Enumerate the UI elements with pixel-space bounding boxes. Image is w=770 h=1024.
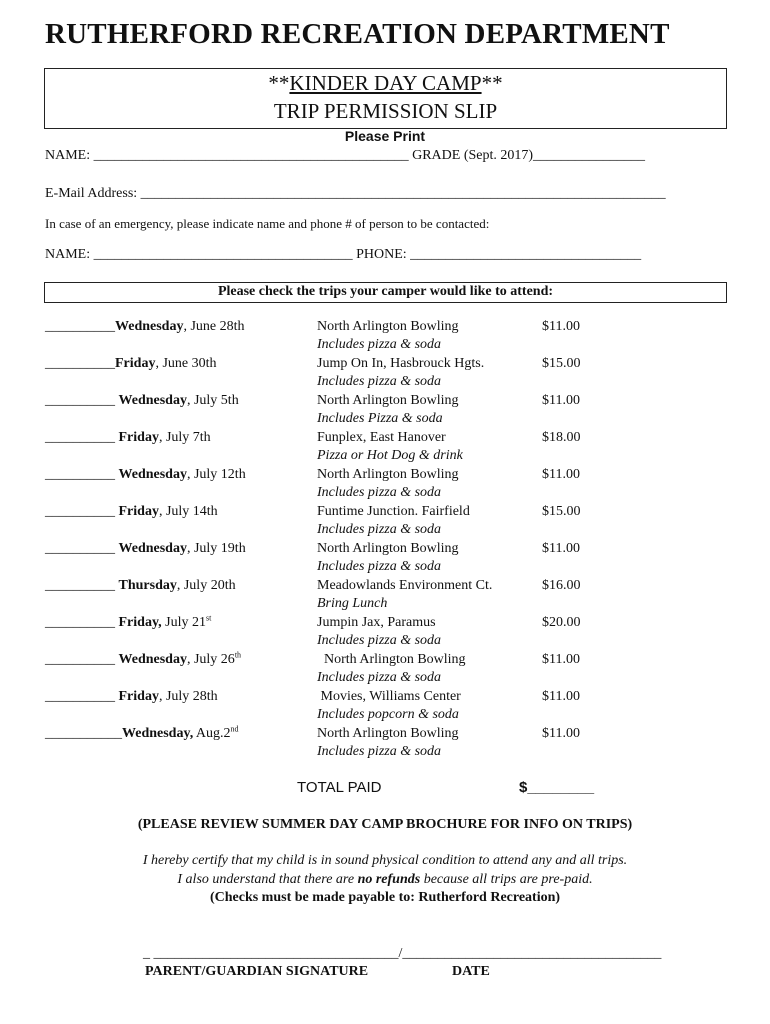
trip-day-date: , July 7th [158,430,211,445]
trip-day-date: , July 28th [158,689,218,704]
trip-location: North Arlington Bowling [317,541,459,556]
trip-includes: Includes pizza & soda [317,522,442,537]
trip-location: Movies, Williams Center [317,689,461,704]
trip-location: Funtime Junction. Fairfield [317,504,470,519]
trip-day: Wednesday [118,541,187,556]
trip-price: $11.00 [542,726,580,741]
slip-subtitle: TRIP PERMISSION SLIP [273,99,498,123]
trip-row [0,615,770,634]
emergency-note: In case of an emergency, please indicate name and phone # of person to be contacted: [45,216,490,231]
trip-includes: Includes popcorn & soda [317,707,459,722]
title-box [44,68,727,129]
trip-check-blank[interactable]: __________ [45,652,119,667]
trip-location: North Arlington Bowling [317,652,466,667]
trip-date[interactable] [45,726,239,742]
trip-includes: Includes pizza & soda [317,744,442,759]
trip-day: Friday [118,689,159,704]
trip-includes: Includes pizza & soda [317,337,442,352]
trip-day: Wednesday, [122,726,194,741]
trip-date[interactable] [45,615,211,631]
trip-price: $11.00 [542,393,580,408]
camp-name: KINDER DAY CAMP [289,71,482,95]
trip-day: Friday [118,430,159,445]
trip-day: Wednesday [118,393,187,408]
trip-location: Jump On In, Hasbrouck Hgts. [317,356,485,371]
trip-day-date: , July 19th [186,541,246,556]
trip-row [0,504,770,523]
trip-date[interactable] [45,430,211,446]
email-field[interactable]: E-Mail Address: ___________________________________________________________________________ [45,186,666,201]
trip-day: Friday [115,356,156,371]
trip-location: Funplex, East Hanover [317,430,446,445]
trip-price: $15.00 [542,356,581,371]
trip-includes: Includes pizza & soda [317,670,442,685]
trip-day-date: , July 20th [176,578,236,593]
trip-check-blank[interactable]: ___________ [45,726,122,741]
trip-check-blank[interactable]: __________ [45,356,115,371]
camp-title: **KINDER DAY CAMP** [268,71,503,95]
trip-row [0,689,770,708]
trip-row [0,541,770,560]
trip-date-suffix: st [206,613,212,623]
trip-day-date: , July 14th [158,504,218,519]
signature-date-line[interactable]: _ ___________________________________/_____________________________________ [143,946,662,961]
trip-includes: Includes pizza & soda [317,559,442,574]
certify-line-2: I also understand that there are no refunds because all trips are pre-paid. [177,872,593,887]
trip-price: $18.00 [542,430,581,445]
trip-row [0,319,770,338]
trip-includes: Includes Pizza & soda [317,411,443,426]
trip-price: $11.00 [542,652,580,667]
department-title: RUTHERFORD RECREATION DEPARTMENT [45,18,670,50]
trip-check-blank[interactable]: __________ [45,504,119,519]
trip-includes: Includes pizza & soda [317,374,442,389]
trip-check-blank[interactable]: __________ [45,578,119,593]
trip-location: Meadowlands Environment Ct. [317,578,493,593]
trip-date[interactable] [45,689,218,705]
trip-date[interactable] [45,504,218,520]
trip-day: Wednesday [118,652,187,667]
trip-includes: Includes pizza & soda [317,633,442,648]
trip-day-date: , July 12th [186,467,246,482]
trip-day: Thursday [118,578,177,593]
trip-day-date: Aug.2 [193,726,231,741]
trip-row [0,726,770,745]
trip-date[interactable] [45,578,236,594]
trip-date[interactable] [45,319,245,335]
trip-day-date: July 21 [161,615,207,630]
trip-location: North Arlington Bowling [317,393,459,408]
trip-price: $11.00 [542,541,580,556]
checks-payable-note: (Checks must be made payable to: Rutherford Recreation) [209,890,561,905]
trip-check-blank[interactable]: __________ [45,541,119,556]
trip-price: $11.00 [542,319,580,334]
no-refunds-text: no refunds [357,872,421,887]
trip-date-suffix: th [234,650,242,660]
trips-header: Please check the trips your camper would like to attend: [217,284,554,299]
review-note: (PLEASE REVIEW SUMMER DAY CAMP BROCHURE FOR INFO ON TRIPS) [137,817,633,832]
trip-date[interactable] [45,652,241,668]
trip-price: $11.00 [542,689,580,704]
trip-day: Friday [118,504,159,519]
trip-row [0,393,770,412]
trip-day: Wednesday [115,319,184,334]
trip-location: North Arlington Bowling [317,319,459,334]
please-print-label: Please Print [344,128,426,144]
trip-includes: Includes pizza & soda [317,485,442,500]
trip-day: Wednesday [118,467,187,482]
trip-check-blank[interactable]: __________ [45,467,119,482]
total-paid-field[interactable]: $________ [519,779,595,796]
trip-date[interactable] [45,356,217,372]
trip-includes: Bring Lunch [317,596,388,611]
date-label: DATE [452,964,490,979]
trip-check-blank[interactable]: __________ [45,615,119,630]
parent-signature-label: PARENT/GUARDIAN SIGNATURE [145,964,369,979]
trip-check-blank[interactable]: __________ [45,430,119,445]
trip-check-blank[interactable]: __________ [45,319,115,334]
trip-location: Jumpin Jax, Paramus [317,615,436,630]
trip-date[interactable] [45,393,239,409]
trips-header-box [44,282,727,303]
trip-location: North Arlington Bowling [317,467,459,482]
trip-date-suffix: nd [230,724,239,734]
name-grade-field[interactable]: NAME: _____________________________________________ GRADE (Sept. 2017)________________ [45,148,646,163]
trip-day-date: , June 30th [155,356,217,371]
trip-day-date: , July 26 [186,652,235,667]
trip-row [0,578,770,597]
certify-line-1: I hereby certify that my child is in sound physical condition to attend any and all trips. [142,853,628,868]
trip-includes: Pizza or Hot Dog & drink [317,448,463,463]
trip-row [0,430,770,449]
trip-row [0,652,770,671]
trip-location: North Arlington Bowling [317,726,459,741]
trip-day-date: , June 28th [183,319,245,334]
trip-date[interactable] [45,541,246,557]
trip-date[interactable] [45,467,246,483]
trip-day: Friday, [118,615,162,630]
total-paid-label: TOTAL PAID [297,779,382,796]
emergency-contact-field[interactable]: NAME: _____________________________________ PHONE: _________________________________ [45,247,642,262]
trip-check-blank[interactable]: __________ [45,689,119,704]
trip-price: $20.00 [542,615,581,630]
trip-row [0,467,770,486]
trip-price: $15.00 [542,504,581,519]
trip-check-blank[interactable]: __________ [45,393,119,408]
trip-price: $11.00 [542,467,580,482]
trip-price: $16.00 [542,578,581,593]
trip-row [0,356,770,375]
trip-day-date: , July 5th [186,393,239,408]
